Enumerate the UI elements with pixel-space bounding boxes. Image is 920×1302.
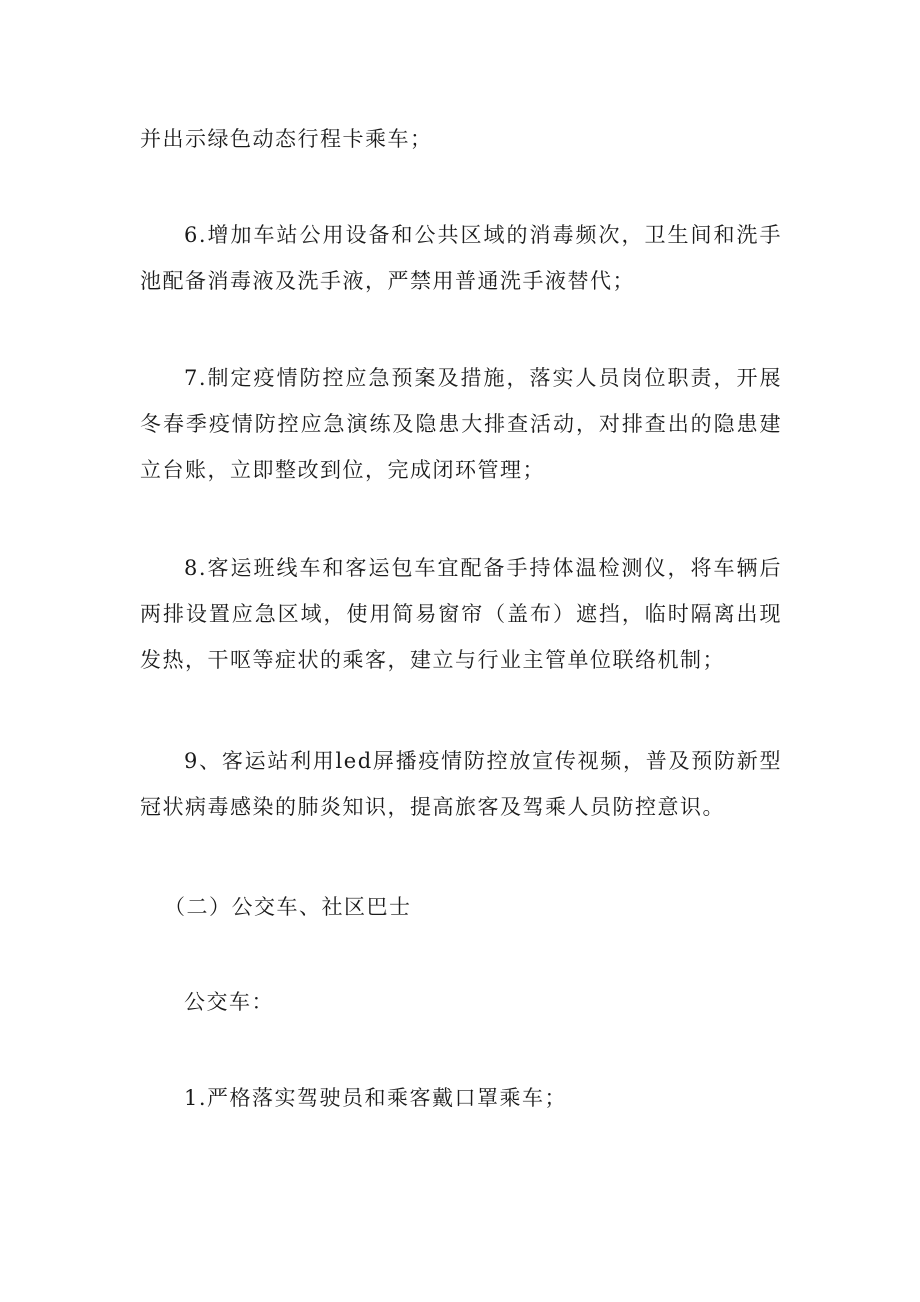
paragraph-item-7: 7.制定疫情防控应急预案及措施，落实人员岗位职责，开展冬春季疫情防控应急演练及隐患大排查活动，对排查出的隐患建立台账，立即整改到位，完成闭环管理； <box>140 366 782 482</box>
paragraph-continuation: 并出示绿色动态行程卡乘车； <box>140 127 433 151</box>
paragraph-item-6: 6.增加车站公用设备和公共区域的消毒频次，卫生间和洗手池配备消毒液及洗手液，严禁用普通洗手液替代； <box>140 223 782 293</box>
list-item-1: 1.严格落实驾驶员和乘客戴口罩乘车； <box>184 1086 568 1110</box>
paragraph-item-9: 9、客运站利用led屏播疫情防控放宣传视频，普及预防新型冠状病毒感染的肺炎知识，提高旅客及驾乘人员防控意识。 <box>140 749 782 819</box>
subheading-bus: 公交车： <box>184 990 274 1014</box>
paragraph-item-8: 8.客运班线车和客运包车宜配备手持体温检测仪，将车辆后两排设置应急区域，使用简易窗帘（盖布）遮挡，临时隔离出现发热，干呕等症状的乘客，建立与行业主管单位联络机制； <box>140 556 782 672</box>
section-heading: （二）公交车、社区巴士 <box>164 895 412 919</box>
